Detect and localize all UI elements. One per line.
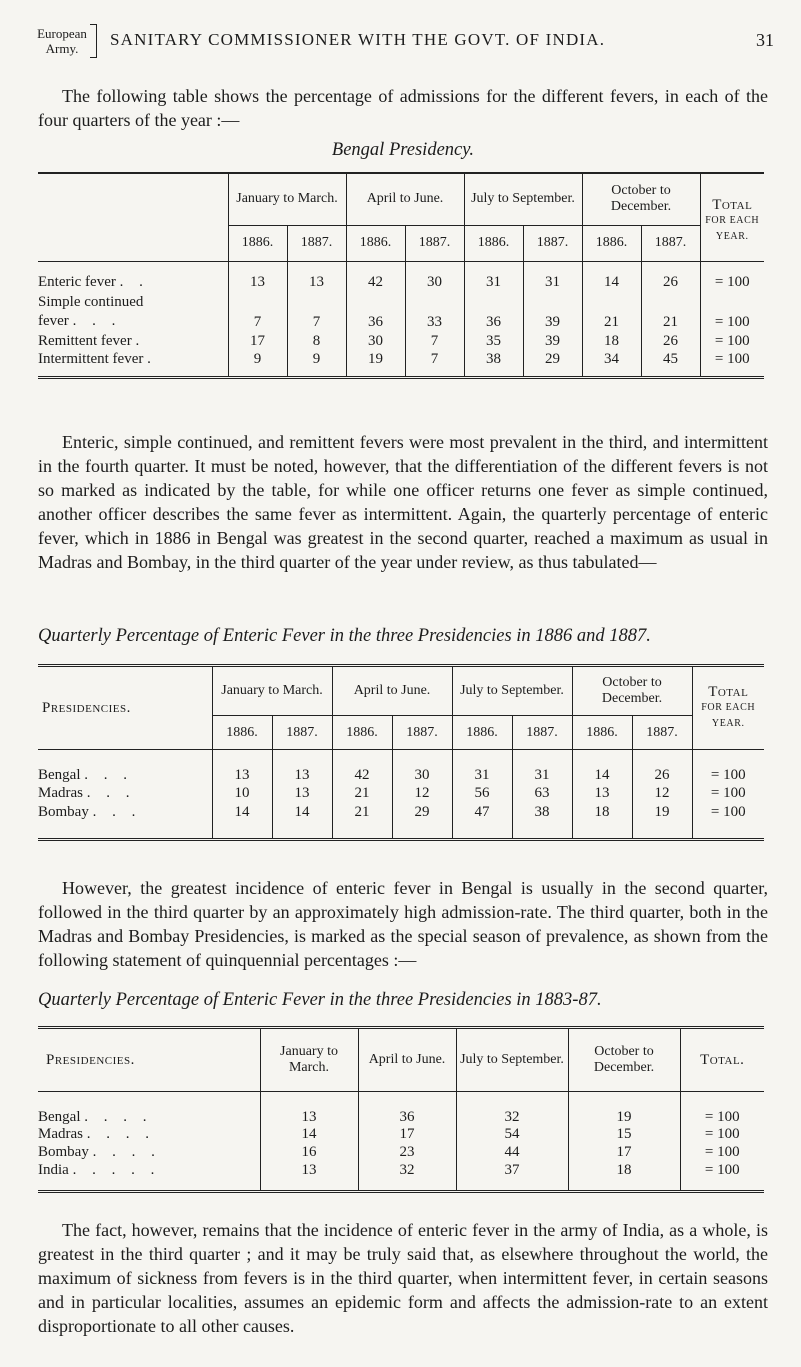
row-label-cell [38,1162,260,1192]
table2-year-cell: 1887. [272,716,332,750]
value-cell: 31 [512,750,572,784]
value-cell: 13 [272,750,332,784]
margin-label [36,26,88,56]
value-cell: 19 [568,1092,680,1126]
value-cell: 30 [405,261,464,291]
row-label-cell [38,351,228,377]
total-cell: = 100 [680,1162,764,1192]
row-label-cell [38,1126,260,1144]
table2-presidencies-header: Presidencies. [42,699,131,716]
value-cell: 13 [260,1162,358,1192]
row-label: Bengal [38,1108,81,1125]
value-cell: 42 [332,750,392,784]
table-row [38,1126,764,1144]
table2-q4-header: October to December. [572,666,692,716]
table-row [38,291,764,331]
value-cell: 17 [228,331,287,351]
value-cell: 7 [405,331,464,351]
leader-dots: . . . . [92,1144,161,1160]
table3-q3-header: July to September. [456,1028,568,1092]
table1-q4-header: October to December. [582,173,700,225]
page-header [36,20,776,68]
value-cell: 18 [582,331,641,351]
table2-q2-header: April to June. [332,666,452,716]
leader-dots: . . . [92,803,142,820]
table1-year-cell: 1886. [228,225,287,261]
table-row [38,331,764,351]
total-cell: = 100 [692,750,764,784]
table2-total-sub: FOR EACH YEAR. [701,702,756,729]
table2-year-cell: 1886. [212,716,272,750]
value-cell: 29 [523,351,582,377]
leader-dots: . . . . [86,1126,155,1142]
row-label: Madras [38,785,83,801]
value-cell: 13 [272,784,332,804]
value-cell: 7 [287,291,346,331]
value-cell: 34 [582,351,641,377]
value-cell: 35 [464,331,523,351]
row-label: Bombay [38,803,89,820]
total-cell: = 100 [680,1092,764,1126]
table-row [38,784,764,804]
value-cell: 18 [568,1162,680,1192]
table2-total-label: Total [708,684,749,700]
value-cell: 7 [228,291,287,331]
total-cell: = 100 [680,1126,764,1144]
value-cell: 15 [568,1126,680,1144]
value-cell: 26 [641,331,700,351]
table2-year-cell: 1887. [632,716,692,750]
value-cell: 19 [346,351,405,377]
row-label: Bengal [38,766,81,783]
value-cell: 17 [358,1126,456,1144]
table1-q2-header: April to June. [346,173,464,225]
paragraph-3: However, the greatest incidence of enteric fever in Bengal is usually in the second quarter, followed in the third quarter by an approximately high admission-rate. The third quarter, both in the Madras and Bombay Presidencies, is marked as the special season of prevalence, as shown from the following statement of quinquennial percentages :— [38,878,768,970]
table-row [38,750,764,784]
leader-dots: . [147,351,157,367]
page-number: 31 [756,30,774,50]
table3-title: Quarterly Percentage of Enteric Fever in the three Presidencies in 1883-87. [38,990,602,1010]
value-cell: 42 [346,261,405,291]
value-cell: 10 [212,784,272,804]
value-cell: 37 [456,1162,568,1192]
value-cell: 21 [582,291,641,331]
value-cell: 13 [287,261,346,291]
brace [90,24,97,58]
value-cell: 31 [523,261,582,291]
value-cell: 54 [456,1126,568,1144]
value-cell: 23 [358,1144,456,1162]
value-cell: 13 [228,261,287,291]
table1-year-cell: 1886. [582,225,641,261]
value-cell: 63 [512,784,572,804]
row-label: India [38,1161,69,1178]
value-cell: 47 [452,804,512,840]
row-label-cell [38,1092,260,1126]
table2-total-header [692,666,764,750]
margin-label-line1: European [37,26,87,41]
table1-title: Bengal Presidency. [331,140,475,160]
value-cell: 19 [632,804,692,840]
leader-dots: . . . [72,313,122,329]
value-cell: 33 [405,291,464,331]
row-label-cell [38,784,212,804]
table1-q3-header: July to September. [464,173,582,225]
table1-year-cell: 1887. [287,225,346,261]
table2-year-cell: 1886. [332,716,392,750]
value-cell: 26 [632,750,692,784]
table1-total-header [700,173,764,261]
total-cell: = 100 [700,351,764,377]
table3-presidencies-header: Presidencies. [46,1051,135,1068]
value-cell: 7 [405,351,464,377]
table2-year-cell: 1886. [452,716,512,750]
value-cell: 31 [452,750,512,784]
table-row [38,1144,764,1162]
row-label-cell [38,261,228,291]
value-cell: 9 [287,351,346,377]
running-title: SANITARY COMMISSIONER WITH THE GOVT. OF INDIA. [110,30,606,49]
value-cell: 16 [260,1144,358,1162]
value-cell: 17 [568,1144,680,1162]
value-cell: 39 [523,331,582,351]
value-cell: 32 [456,1092,568,1126]
table-row [38,261,764,291]
leader-dots: . . . . . [72,1161,161,1178]
leader-dots: . . . . [84,1108,153,1125]
table3-total-header: Total. [680,1028,764,1092]
value-cell: 18 [572,804,632,840]
value-cell: 21 [641,291,700,331]
leader-dots: . [135,332,146,349]
table-row [38,804,764,840]
value-cell: 39 [523,291,582,331]
table1-stub-header [38,173,228,225]
row-label: Intermittent fever [38,351,144,367]
value-cell: 44 [456,1144,568,1162]
value-cell: 14 [260,1126,358,1144]
row-label-cell [38,1144,260,1162]
value-cell: 13 [212,750,272,784]
leader-dots: . . [119,274,149,290]
value-cell: 56 [452,784,512,804]
table3 [38,1026,764,1193]
row-label: Madras [38,1126,83,1142]
table1 [38,172,764,379]
value-cell: 14 [572,750,632,784]
table1-year-cell: 1886. [464,225,523,261]
total-cell: = 100 [700,261,764,291]
table1-year-cell: 1887. [523,225,582,261]
table3-q2-header: April to June. [358,1028,456,1092]
leader-dots: . . . [84,766,133,783]
table1-total-sub: FOR EACH YEAR. [705,215,760,243]
value-cell: 29 [392,804,452,840]
value-cell: 30 [346,331,405,351]
row-label-line2: fever [38,313,69,329]
table2 [38,664,764,841]
table2-year-cell: 1886. [572,716,632,750]
value-cell: 12 [392,784,452,804]
value-cell: 12 [632,784,692,804]
value-cell: 32 [358,1162,456,1192]
value-cell: 31 [464,261,523,291]
total-cell: = 100 [680,1144,764,1162]
value-cell: 13 [572,784,632,804]
table1-q1-header: January to March. [228,173,346,225]
table-row [38,351,764,377]
value-cell: 9 [228,351,287,377]
margin-label-line2: Army. [45,41,79,56]
value-cell: 36 [346,291,405,331]
table-row [38,1162,764,1192]
total-cell: = 100 [692,784,764,804]
table-row [38,1092,764,1126]
value-cell: 14 [272,804,332,840]
value-cell: 21 [332,804,392,840]
table2-title: Quarterly Percentage of Enteric Fever in the three Presidencies in 1886 and 1887. [38,626,651,646]
value-cell: 8 [287,331,346,351]
table2-year-cell: 1887. [512,716,572,750]
value-cell: 36 [464,291,523,331]
row-label-cell [38,331,228,351]
row-label-cell [38,291,228,331]
value-cell: 36 [358,1092,456,1126]
table1-year-cell: 1886. [346,225,405,261]
value-cell: 30 [392,750,452,784]
row-label: Remittent fever [38,332,132,349]
value-cell: 14 [212,804,272,840]
value-cell: 45 [641,351,700,377]
total-cell: = 100 [700,291,764,331]
value-cell: 38 [464,351,523,377]
value-cell: 14 [582,261,641,291]
value-cell: 38 [512,804,572,840]
table1-total-label: Total [712,197,753,214]
table1-year-cell: 1887. [405,225,464,261]
table3-q4-header: October to December. [568,1028,680,1092]
table3-q1-header: January to March. [260,1028,358,1092]
value-cell: 21 [332,784,392,804]
row-label: Simple continued [38,294,144,310]
table1-year-cell: 1887. [641,225,700,261]
table2-year-cell: 1887. [392,716,452,750]
row-label: Enteric fever [38,274,116,290]
total-cell: = 100 [692,804,764,840]
paragraph-2: Enteric, simple continued, and remittent fevers were most prevalent in the third, and intermittent in the fourth quarter. It must be noted, however, that the differentiation of the different fevers is not so marked as indicated by the table, for while one officer returns one fever as simple continued, another officer describes the same fever as intermittent. Again, the quarterly percentage of enteric fever, which in 1886 in Bengal was greatest in the second quarter, reached a maximum as usual in Madras and Bombay, in the third quarter of the year under review, as thus tabulated— [38,432,768,572]
value-cell: 13 [260,1092,358,1126]
row-label-cell [38,804,212,840]
paragraph-4: The fact, however, remains that the incidence of enteric fever in the army of India, as a whole, is greatest in the third quarter ; and it may be truly said that, as elsewhere throughout the world, the maximum of sickness from fevers is in the third quarter, when intermittent fever, in certain seasons and in particular localities, assumes an epidemic form and affects the admission-rate to an extent disproportionate to all other causes. [38,1220,768,1336]
table2-q3-header: July to September. [452,666,572,716]
intro-paragraph: The following table shows the percentage of admissions for the different fevers, in each of the four quarters of the year :— [38,86,768,130]
row-label: Bombay [38,1144,89,1160]
table1-stub-year [38,225,228,261]
value-cell: 26 [641,261,700,291]
row-label-cell [38,750,212,784]
table2-q1-header: January to March. [212,666,332,716]
total-cell: = 100 [700,331,764,351]
leader-dots: . . . [86,785,136,801]
